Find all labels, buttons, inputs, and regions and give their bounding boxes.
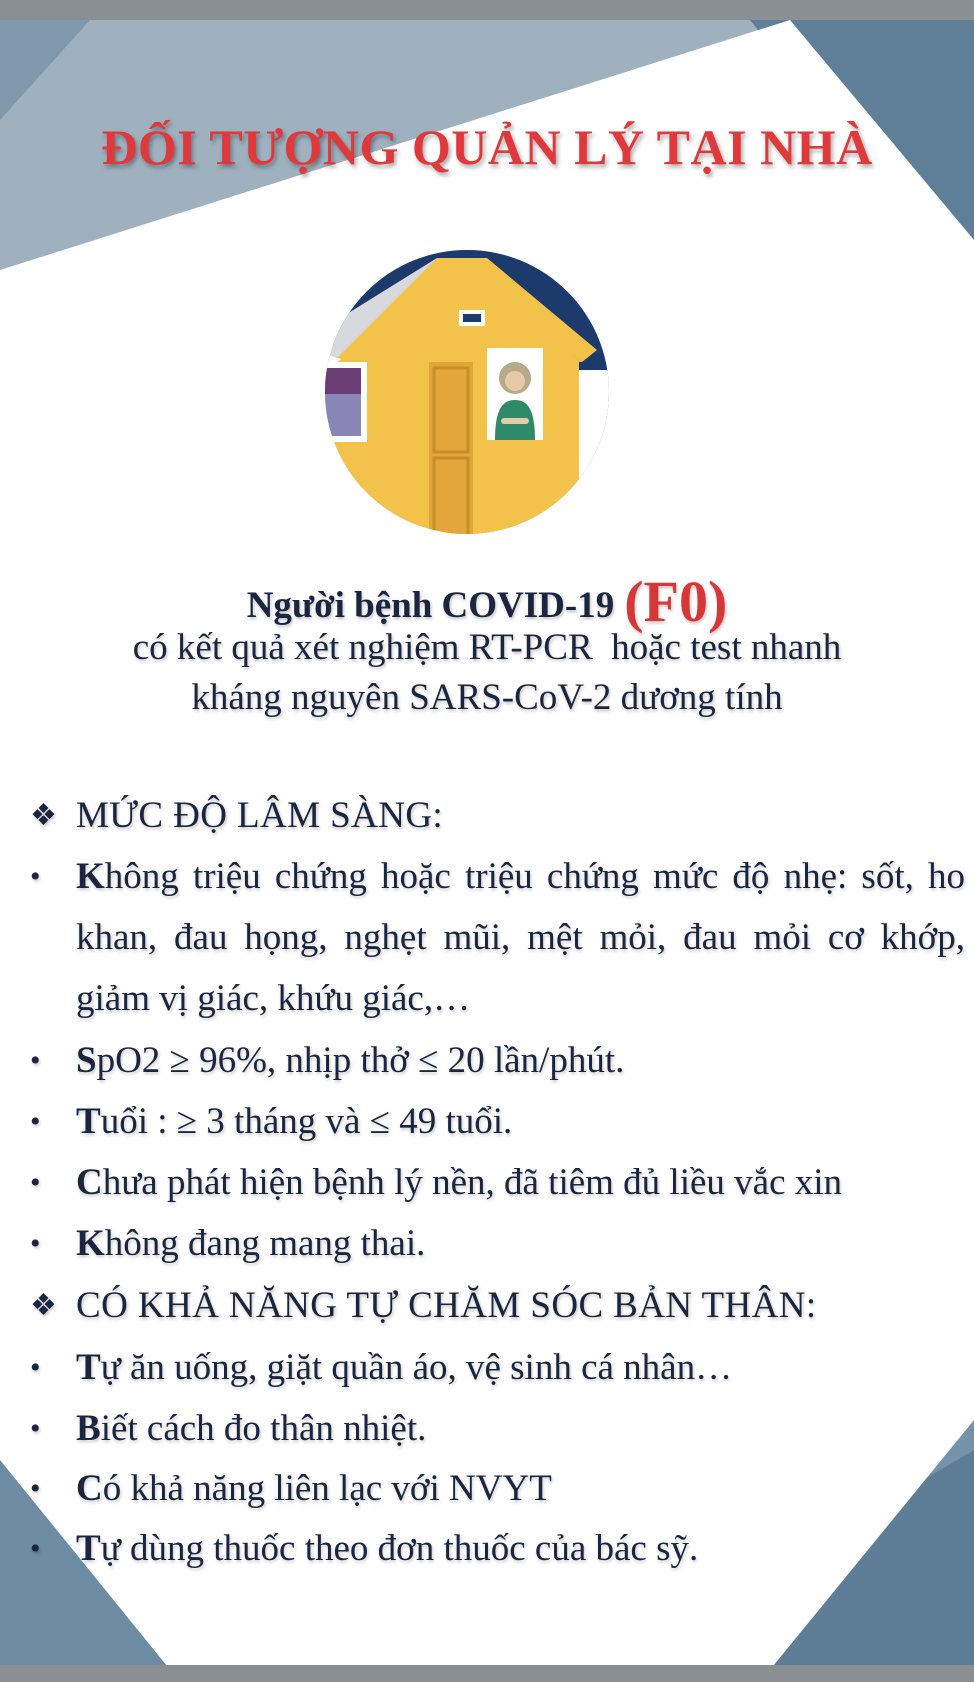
intro-line-3: kháng nguyên SARS-CoV-2 dương tính (191, 677, 783, 718)
list-item-initial: S (76, 1040, 97, 1081)
bullet-dot-icon: • (30, 1105, 41, 1138)
list-item-text: pO2 ≥ 96%, nhịp thở ≤ 20 lần/phút. (96, 1040, 625, 1081)
bullet-dot-icon: • (30, 860, 41, 893)
list-item (30, 1152, 965, 1213)
list-item (30, 1030, 965, 1091)
house-with-person-icon (297, 250, 637, 534)
page-title: ĐỐI TƯỢNG QUẢN LÝ TẠI NHÀ (101, 119, 873, 175)
bullet-dot-icon: • (30, 1412, 41, 1445)
patient-label: Người bệnh COVID-19 (246, 585, 615, 626)
list-item-text: ó khả năng liên lạc với NVYT (102, 1468, 552, 1509)
list-item-initial: T (76, 1528, 101, 1569)
list-item-text: uổi : ≥ 3 tháng và ≤ 49 tuổi. (100, 1101, 513, 1142)
section-heading-text: CÓ KHẢ NĂNG TỰ CHĂM SÓC BẢN THÂN: (76, 1285, 817, 1326)
list-item (30, 1458, 965, 1519)
list-item-text: ự dùng thuốc theo đơn thuốc của bác sỹ. (100, 1528, 699, 1569)
section-heading-clinical (30, 794, 443, 837)
section-heading-self-care (30, 1284, 817, 1327)
list-item-text: ự ăn uống, giặt quần áo, vệ sinh cá nhân… (100, 1347, 733, 1388)
list-item-initial: T (76, 1101, 101, 1142)
list-item-initial: B (76, 1408, 101, 1449)
list-item (30, 1213, 965, 1274)
list-item (30, 1091, 965, 1152)
list-item (30, 1398, 965, 1459)
bullet-dot-icon: • (30, 1227, 41, 1260)
list-item-text: hông triệu chứng hoặc triệu chứng mức độ nhẹ: sốt, ho khan, đau họng, nghẹt mũi, mệt mỏi, đau mỏi cơ khớp, giảm vị giác, khứu giác,… (76, 856, 965, 1019)
list-item (30, 846, 965, 1029)
diamond-bullet-icon: ❖ (30, 1289, 58, 1322)
list-item-text: hưa phát hiện bệnh lý nền, đã tiêm đủ liều vắc xin (102, 1162, 843, 1203)
bullet-dot-icon: • (30, 1351, 41, 1384)
bullet-dot-icon: • (30, 1166, 41, 1199)
bullet-dot-icon: • (30, 1044, 41, 1077)
bullet-dot-icon: • (30, 1472, 41, 1505)
list-item (30, 1518, 965, 1579)
list-item-text: iết cách đo thân nhiệt. (100, 1408, 427, 1449)
list-item-initial: K (76, 856, 105, 897)
list-item-initial: C (76, 1162, 103, 1203)
list-item-initial: T (76, 1347, 101, 1388)
intro-line-2: có kết quả xét nghiệm RT-PCR hoặc test nhanh (132, 627, 842, 668)
list-item-initial: K (76, 1223, 105, 1264)
list-item-text: hông đang mang thai. (104, 1223, 426, 1264)
diamond-bullet-icon: ❖ (30, 799, 58, 832)
list-item (30, 1337, 965, 1398)
bullet-dot-icon: • (30, 1532, 41, 1565)
list-item-initial: C (76, 1468, 103, 1509)
f0-label: (F0) (624, 569, 728, 634)
section-heading-text: MỨC ĐỘ LÂM SÀNG: (76, 795, 444, 836)
patient-heading (0, 568, 974, 635)
